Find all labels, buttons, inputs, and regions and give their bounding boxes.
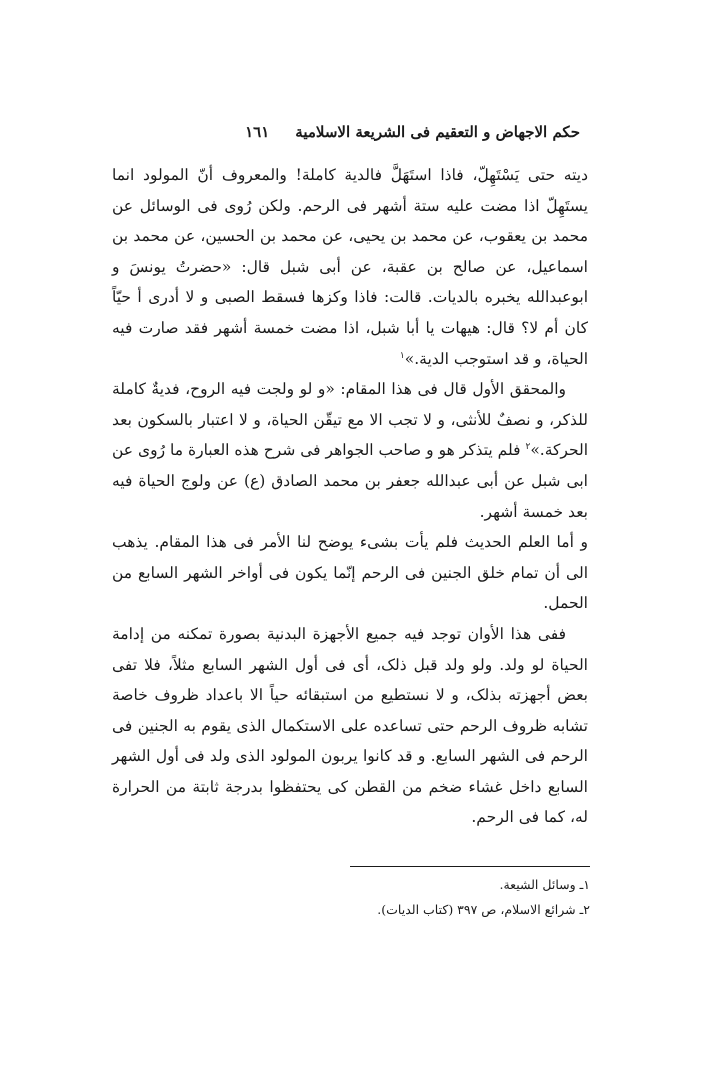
paragraph-1-text: دیته حتی یَسْتَهِلّ، فاذا استَهَلَّ فالدیة کاملة! والمعروف أنّ المولود انما یستَهِلّ اذا مضت علیه ستة أشهر فی الرحم. ولکن رُوی فی الوسائل عن محمد بن یعقوب، عن محمد بن یحیی، عن محمد بن الحسین، عن محمد بن اسماعیل، عن صالح بن عقبة، عن أبی شبل قال: «حضرتُ یونسَ و ابوعبدالله یخبره بالدیات. قالت: فاذا وکزها فسقط الصبی و لا أدری أ حیّاً کان أم لا؟ قال: هیهات یا أبا شبل، اذا مضت خمسة أشهر فقد صارت فیه الحیاة، و قد استوجب الدیة.» — [112, 166, 588, 368]
paragraph-2 — [112, 374, 588, 527]
paragraph-2-text: والمحقق الأول قال فی هذا المقام: «و لو ولجت فیه الروح، فدیةٌ کاملة للذکر، و نصفٌ للأنثی، و لا تجب الا مع تیقّن الحیاة، و لا اعتبار بالسکون بعد الحرکة.» — [112, 380, 588, 460]
footnote-ref-2: ٢ — [525, 442, 531, 453]
footnotes — [250, 872, 590, 922]
paragraph-3-text: و أما العلم الحدیث فلم یأت بشیء یوضح لنا الأمر فی هذا المقام. یذهب الی أن تمام خلق الجنین فی الرحم إنّما یکون فی أواخر الشهر السابع من الحمل. — [112, 533, 588, 613]
footnote-separator — [350, 866, 590, 867]
page-number: ١٦١ — [245, 123, 270, 141]
footnote-1: ١ـ وسائل الشیعة. — [499, 877, 590, 892]
paragraph-3 — [112, 527, 588, 619]
paragraph-4 — [112, 619, 588, 833]
footnote-ref-1: ١ — [399, 350, 405, 361]
paragraph-2-continuation: فلم یتذکر هو و صاحب الجواهر فی شرح هذه العبارة ما رُوی عن ابی شبل عن أبی عبدالله جعفر بن محمد الصادق (ع) عن ولوج الحیاة فیه بعد خمسة أشهر. — [112, 441, 588, 521]
paragraph-1 — [112, 160, 588, 374]
footnote-2: ٢ـ شرائع الاسلام، ص ٣٩٧ (کتاب الدیات). — [377, 902, 590, 917]
running-title: حکم الاجهاض و التعقیم فی الشریعة الاسلامیة — [295, 123, 580, 141]
running-header — [118, 118, 580, 146]
paragraph-4-text: ففی هذا الأوان توجد فیه جمیع الأجهزة البدنیة بصورة تمکنه من إدامة الحیاة لو ولد. ولو ولد قبل ذلک، أی فی أول الشهر السابع مثلاً، فلا تفی بعض أجهزته بذلک، و لا نستطیع من استبقائه حیاً الا باعداد ظروف خاصة تشابه ظروف الرحم حتی تساعده علی الاستکمال الذی یقوم به الجنین فی الرحم فی الشهر السابع. و قد کانوا یربون المولود الذی ولد فی أول الشهر السابع داخل غشاء ضخم من القطن کی یحتفظوا بدرجة ثابتة من الحرارة له، کما فی الرحم. — [112, 624, 588, 827]
main-text — [112, 160, 588, 833]
